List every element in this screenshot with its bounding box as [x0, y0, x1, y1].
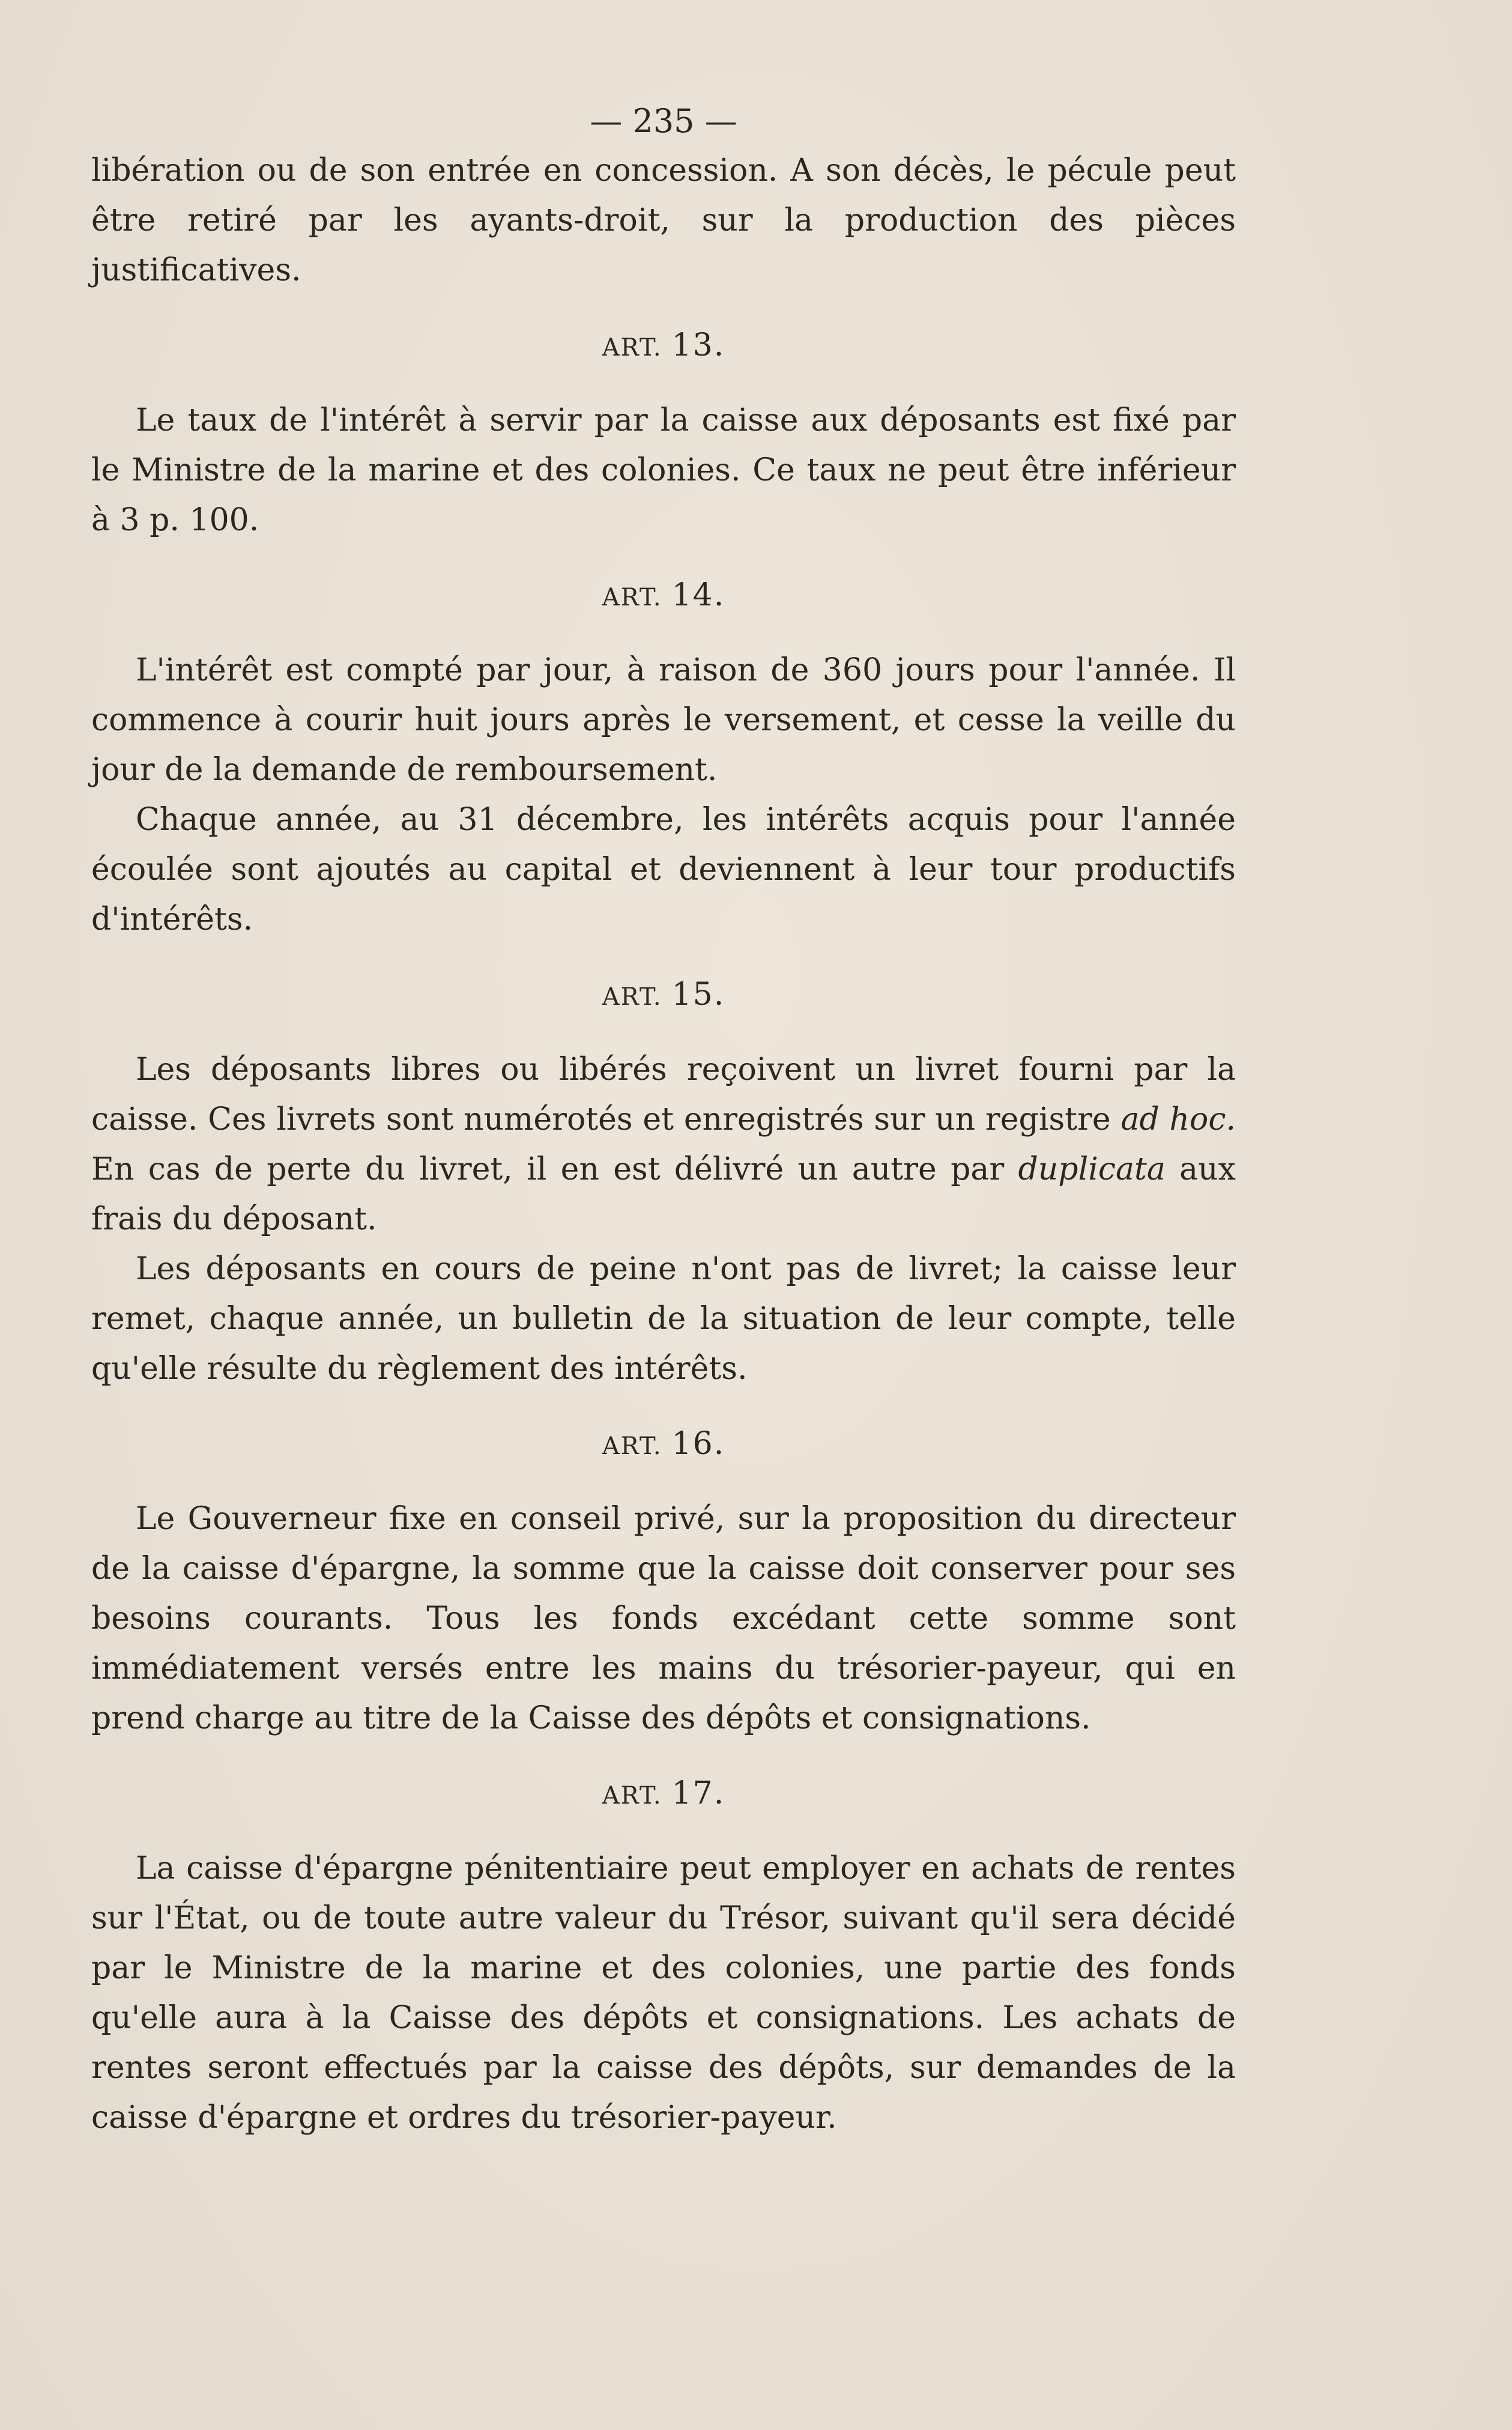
- paragraph-continuation: libération ou de son entrée en concession. A son décès, le pécule peut être retiré par les ayants-droit, sur la production des pièces justificatives.: [91, 153, 1236, 288]
- article-17-text: La caisse d'épargne pénitentiaire peut employer en achats de rentes sur l'État, ou de toute autre valeur du Trésor, suivant qu'il sera décidé par le Ministre de la marine et des colonies, une partie des fonds qu'elle aura à la Caisse des dépôts et consignations. Les achats de rentes seront effectués par la caisse des dépôts, sur demandes de la caisse d'épargne et ordres du trésorier-payeur.: [91, 1850, 1236, 2136]
- article-15-text-2: Les déposants en cours de peine n'ont pas de livret; la caisse leur remet, chaque année, un bulletin de la situation de leur compte, telle qu'elle résulte du règlement des intérêts.: [91, 1251, 1236, 1387]
- article-label: ART.: [602, 983, 662, 1011]
- text-block: [91, 96, 1236, 2143]
- italic-run: duplicata: [1018, 1151, 1166, 1187]
- article-number: 16.: [671, 1426, 725, 1462]
- text-run: En cas de perte du livret, il en est délivré un autre par: [91, 1151, 1018, 1187]
- article-14-text-2: Chaque année, au 31 décembre, les intérêts acquis pour l'année écoulée sont ajoutés au capital et deviennent à leur tour productifs d'intérêts.: [91, 802, 1236, 938]
- article-label: ART.: [602, 1432, 662, 1460]
- article-label: ART.: [602, 334, 662, 362]
- article-number: 17.: [671, 1775, 725, 1811]
- italic-run: ad hoc.: [1120, 1101, 1236, 1138]
- text-run: Les déposants libres ou libérés reçoivent un livret fourni par la caisse. Ces livrets sont numérotés et enregistrés sur un registre: [91, 1052, 1236, 1138]
- article-label: ART.: [602, 584, 662, 611]
- text-run: aux frais du déposant.: [91, 1151, 1236, 1237]
- article-15-heading: [91, 970, 1236, 1020]
- article-number: 14.: [671, 577, 725, 613]
- article-16-heading: [91, 1419, 1236, 1469]
- article-13-heading: [91, 321, 1236, 371]
- article-14-text-1: L'intérêt est compté par jour, à raison de 360 jours pour l'année. Il commence à courir huit jours après le versement, et cesse la veille du jour de la demande de remboursement.: [91, 652, 1236, 788]
- article-14-heading: [91, 571, 1236, 620]
- article-label: ART.: [602, 1782, 662, 1810]
- page-number: — 235 —: [590, 102, 737, 140]
- article-number: 15.: [671, 977, 725, 1013]
- article-13-text: Le taux de l'intérêt à servir par la caisse aux déposants est fixé par le Ministre de la marine et des colonies. Ce taux ne peut être inférieur à 3 p. 100.: [91, 402, 1236, 538]
- article-15-text-1: [91, 1045, 1236, 1244]
- article-number: 13.: [671, 327, 725, 363]
- article-16-text: Le Gouverneur fixe en conseil privé, sur la proposition du directeur de la caisse d'épargne, la somme que la caisse doit conserver pour ses besoins courants. Tous les fonds excédant cette somme sont immédiatement versés entre les mains du trésorier-payeur, qui en prend charge au titre de la Caisse des dépôts et consignations.: [91, 1501, 1236, 1736]
- article-17-heading: [91, 1769, 1236, 1819]
